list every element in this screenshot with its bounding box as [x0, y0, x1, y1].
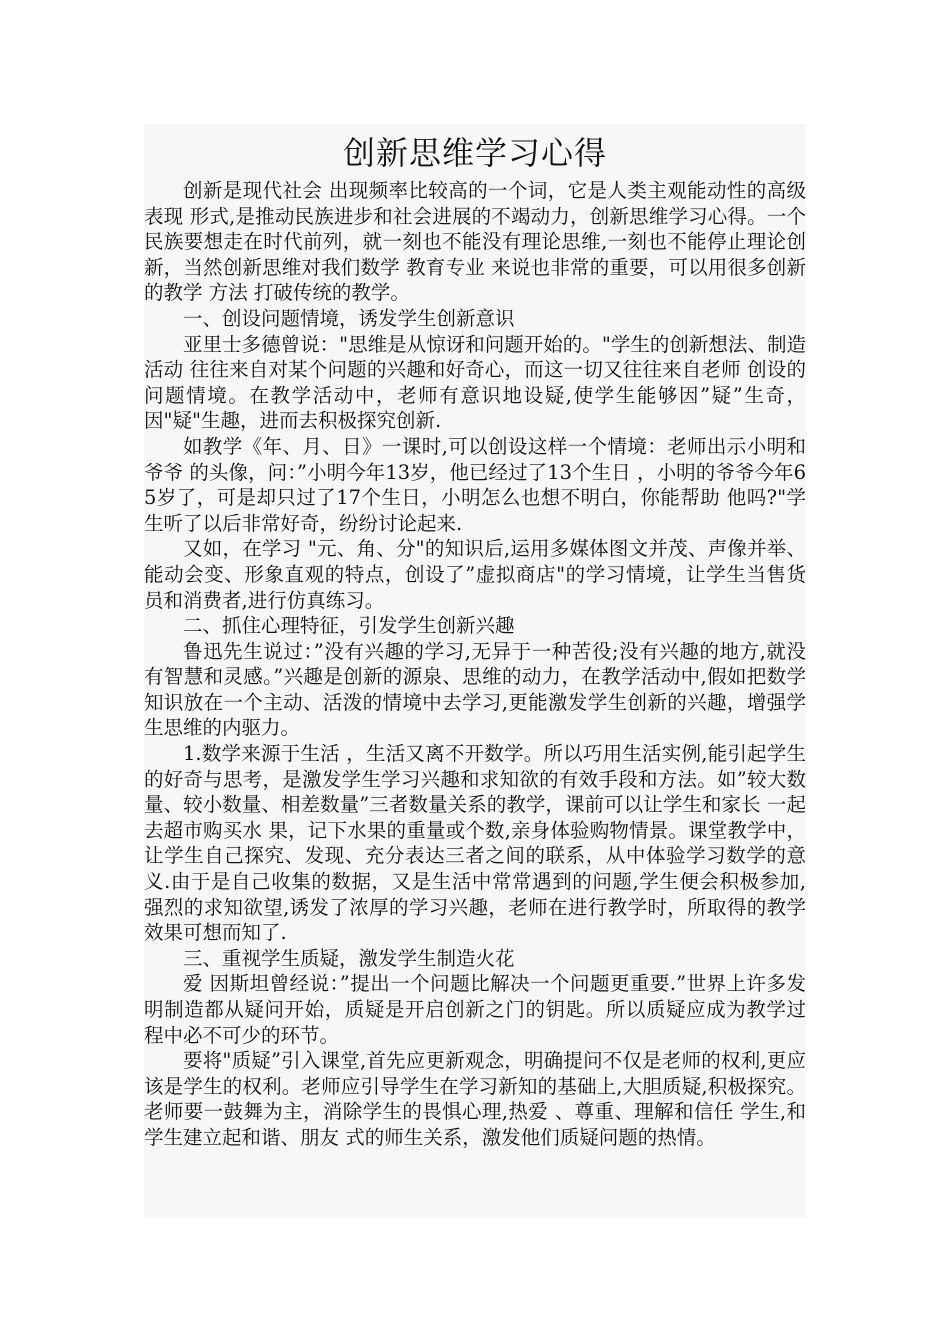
section-heading-1: 一、创设问题情境，诱发学生创新意识: [183, 306, 515, 330]
paragraph: 亚里士多德曾说："思维是从惊讶和问题开始的。"学生的创新想法、制造活动 往往来自对某个问题的兴趣和好奇心，而这一切又往往来自老师 创设的问题情境。在教学活动中，老师有意识地设疑,使学生能够因”疑”生奇，因"疑"生趣，进而去积极探究创新.: [144, 332, 806, 433]
paragraph: 如教学《年、月、日》一课时,可以创设这样一个情境：老师出示小明和爷爷 的头像，问：”小明今年13岁，他已经过了13个生日 ，小明的爷爷今年65岁了，可是却只过了17个生日，小明怎么也想不明白，你能帮助 他吗?"学生听了以后非常好奇，纷纷讨论起来.: [144, 434, 806, 535]
paragraph: 鲁迅先生说过：”没有兴趣的学习,无异于一种苦役;没有兴趣的地方,就没有智慧和灵感。”兴趣是创新的源泉、思维的动力，在教学活动中,假如把数学知识放在一个主动、活泼的情境中去学习,更能激发学生创新的兴趣，增强学生思维的内驱力。: [144, 639, 806, 740]
document-page: [144, 124, 806, 1218]
paragraph: 爱 因斯坦曾经说：”提出一个问题比解决一个问题更重要.”世界上许多发明制造都从疑问开始，质疑是开启创新之门的钥匙。所以质疑应成为教学过程中必不可少的环节。: [144, 972, 806, 1047]
paragraph-intro: 创新是现代社会 出现频率比较高的一个词，它是人类主观能动性的高级表现 形式,是推动民族进步和社会进展的不竭动力，创新思维学习心得。一个民族要想走在时代前列，就一刻也不能没有理论思维,一刻也不能停止理论创新，当然创新思维对我们数学 教育专业 来说也非常的重要，可以用很多创新的教学 方法 打破传统的教学。: [144, 179, 806, 305]
paragraph: 1.数学来源于生活 ，生活又离不开数学。所以巧用生活实例,能引起学生的好奇与思考，是激发学生学习兴趣和求知欲的有效手段和方法。如”较大数量、较小数量、相差数量”三者数量关系的教学，课前可以让学生和家长 一起去超市购买水 果，记下水果的重量或个数,亲身体验购物情景。课堂教学中，让学生自己探究、发现、充分表达三者之间的联系，从中体验学习数学的意义.由于是自己收集的数据，又是生活中常常遇到的问题,学生便会积极参加,强烈的求知欲望,诱发了浓厚的学习兴趣，老师在进行教学时，所取得的教学效果可想而知了.: [144, 742, 806, 945]
section-heading-2: 二、抓住心理特征，引发学生创新兴趣: [183, 614, 515, 638]
document-title: 创新思维学习心得: [342, 134, 607, 172]
paragraph: 要将"质疑”引入课堂,首先应更新观念，明确提问不仅是老师的权利,更应该是学生的权利。老师应引导学生在学习新知的基础上,大胆质疑,积极探究。老师要一鼓舞为主，消除学生的畏惧心理,热爱 、尊重、理解和信任 学生,和学生建立起和谐、朋友 式的师生关系，激发他们质疑问题的热情。: [144, 1049, 806, 1149]
section-heading-3: 三、重视学生质疑，激发学生制造火花: [183, 946, 515, 970]
paragraph: 又如，在学习 "元、角、分"的知识后,运用多媒体图文并茂、声像并举、能动会变、形象直观的特点，创设了”虚拟商店"的学习情境，让学生当售货员和消费者,进行仿真练习。: [144, 537, 806, 612]
document-body: [144, 178, 806, 1151]
